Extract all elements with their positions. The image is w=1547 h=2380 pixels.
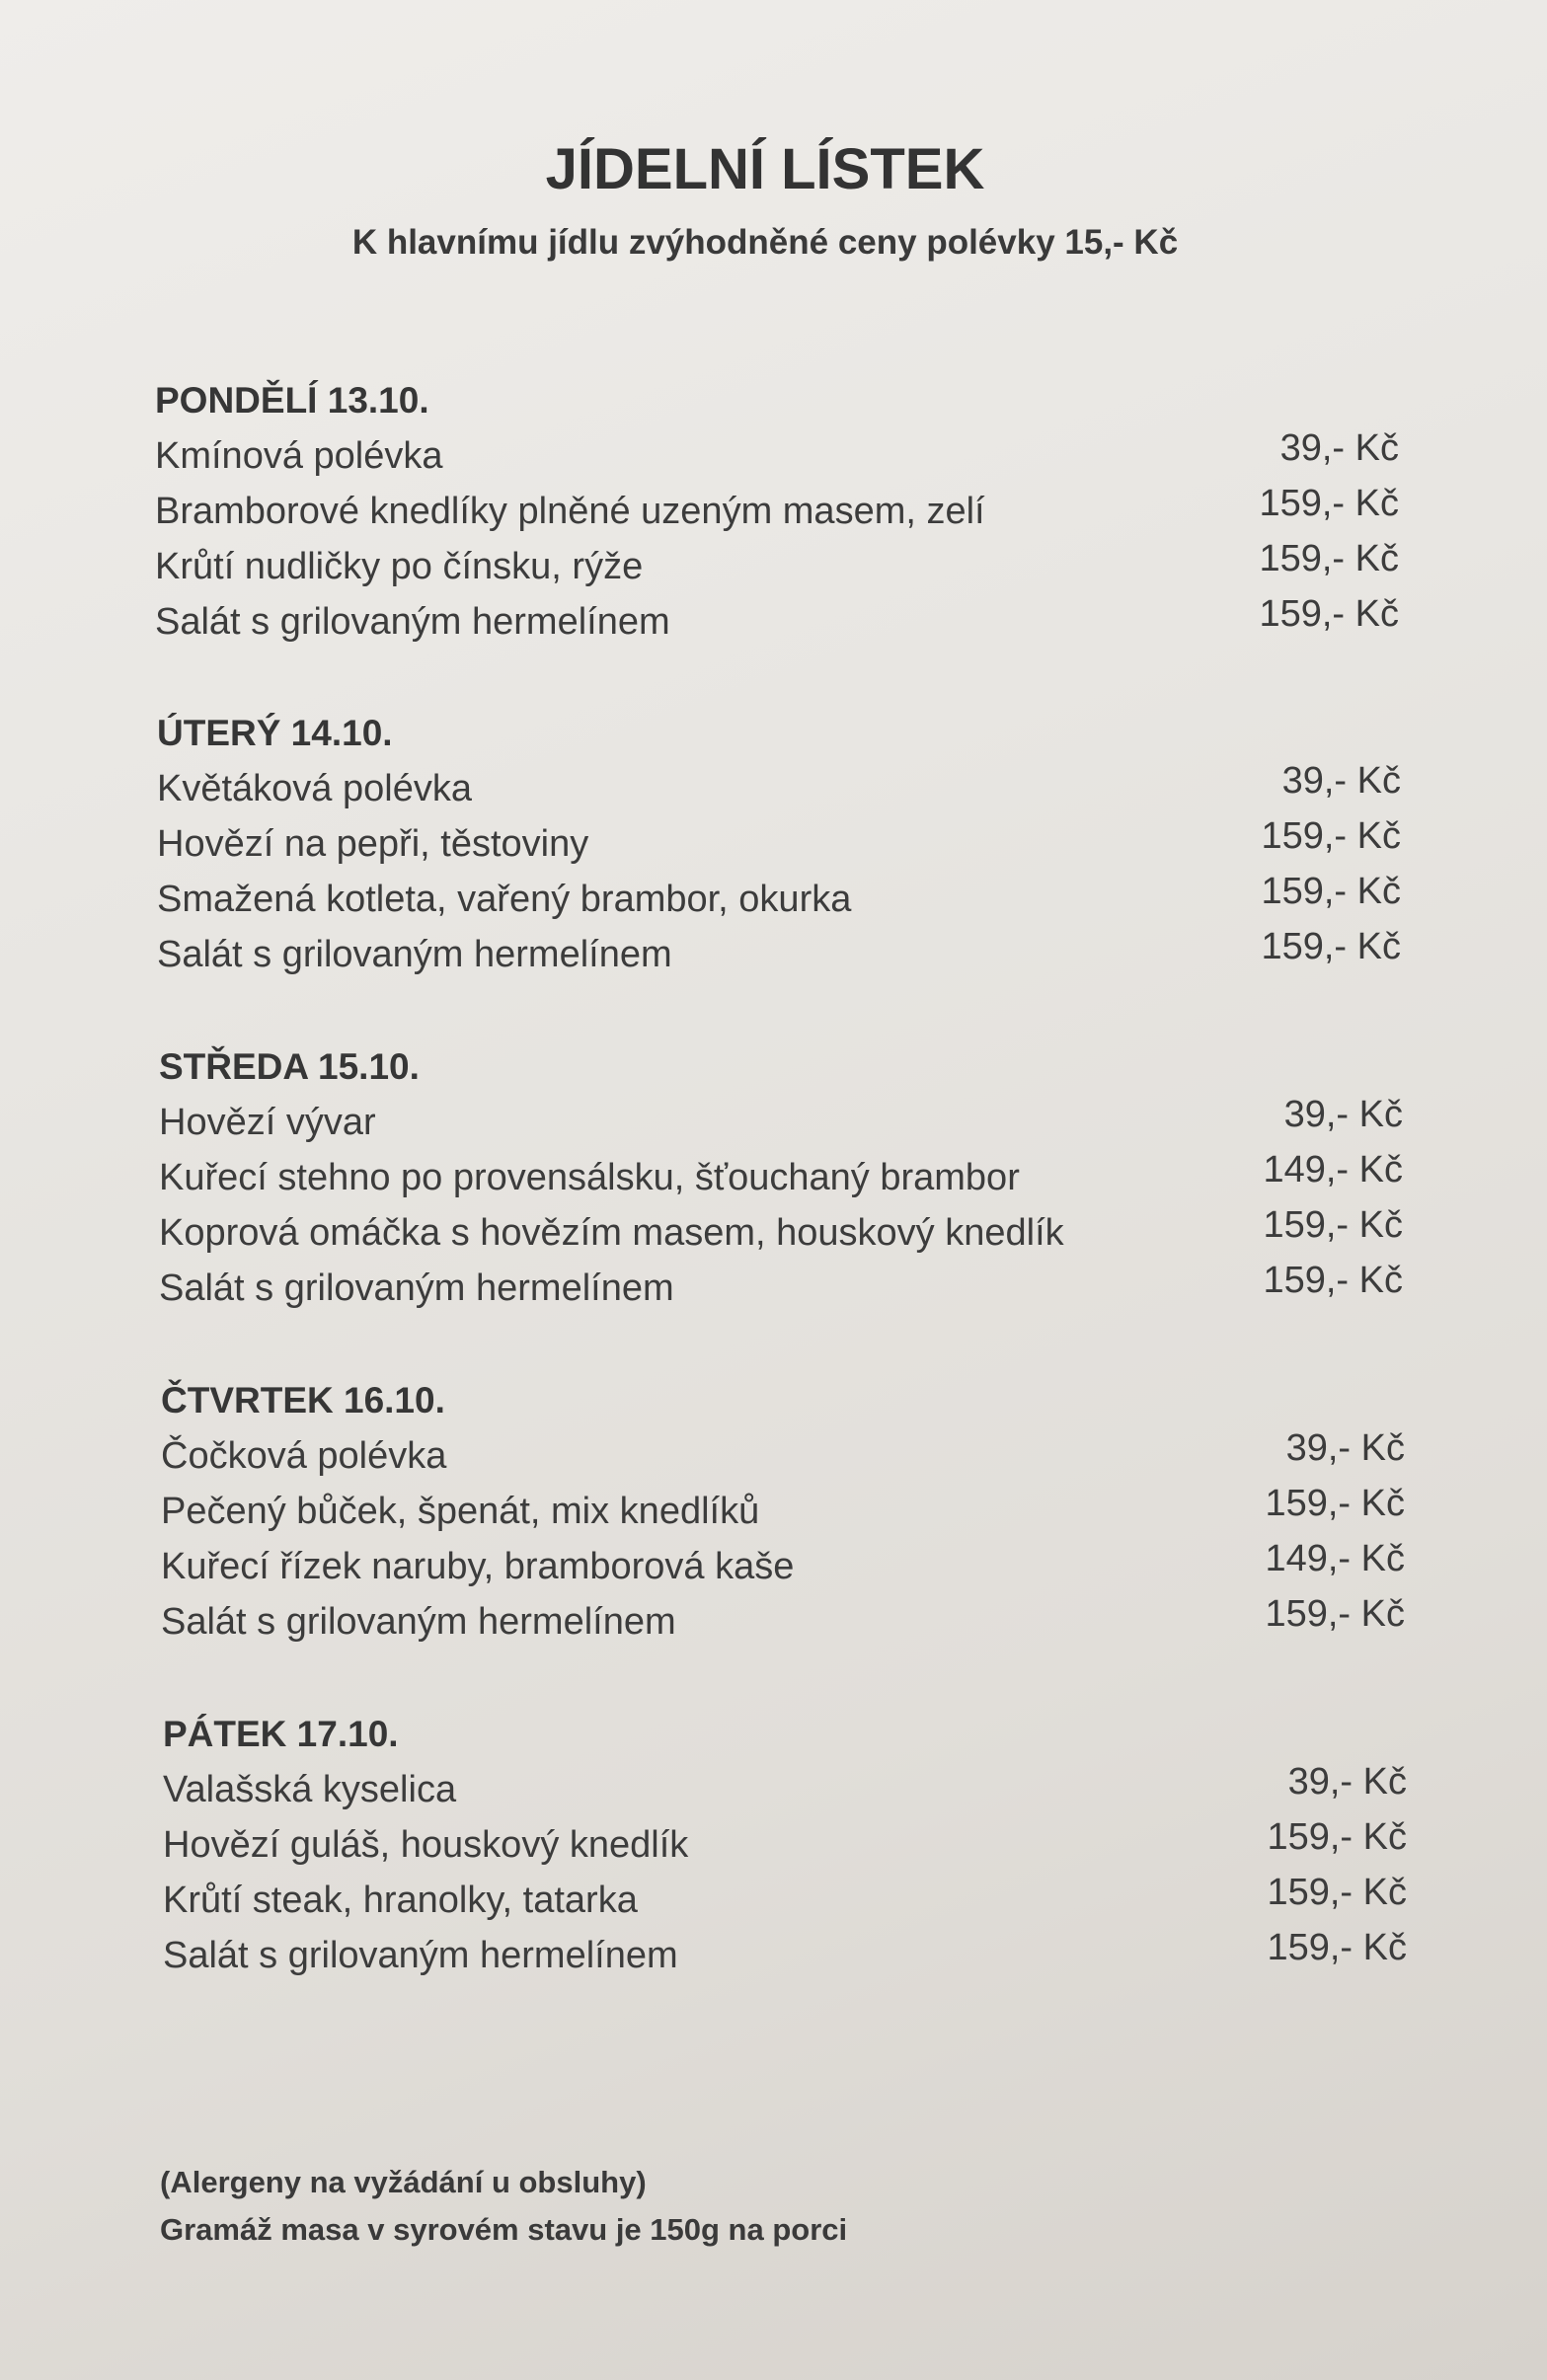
day-section-monday [155, 373, 1399, 650]
menu-item-price: 39,- Kč [1285, 1427, 1405, 1469]
menu-item [163, 1762, 1407, 1817]
menu-item-name: Krůtí nudličky po čínsku, rýže [155, 546, 644, 587]
menu-item-name: Koprová omáčka s hovězím masem, houskový knedlík [159, 1212, 1064, 1254]
menu-item-price: 159,- Kč [1259, 538, 1399, 579]
day-heading: PONDĚLÍ 13.10. [155, 380, 429, 421]
day-heading: STŘEDA 15.10. [159, 1046, 420, 1087]
day-section-wednesday [159, 1039, 1403, 1316]
day-heading: PÁTEK 17.10. [163, 1714, 399, 1754]
menu-item-name: Valašská kyselica [163, 1769, 457, 1810]
menu-item-price: 39,- Kč [1287, 1761, 1407, 1803]
menu-item-price: 159,- Kč [1263, 1204, 1403, 1246]
menu-item-name: Salát s grilovaným hermelínem [161, 1601, 676, 1643]
menu-item [159, 1095, 1403, 1150]
menu-item-name: Hovězí vývar [159, 1102, 376, 1143]
day-section-thursday [161, 1373, 1405, 1650]
menu-item-name: Salát s grilovaným hermelínem [157, 934, 672, 975]
menu-item [163, 1873, 1407, 1928]
menu-item [157, 872, 1401, 927]
menu-item-name: Květáková polévka [157, 768, 472, 809]
menu-item [155, 594, 1399, 650]
menu-item-name: Hovězí guláš, houskový knedlík [163, 1824, 689, 1866]
menu-item [155, 539, 1399, 594]
menu-item [155, 484, 1399, 539]
menu-item-price: 39,- Kč [1279, 427, 1399, 469]
menu-item-price: 159,- Kč [1265, 1483, 1405, 1524]
menu-item [161, 1594, 1405, 1650]
meat-weight-note: Gramáž masa v syrovém stavu je 150g na porci [160, 2212, 848, 2247]
menu-item-price: 159,- Kč [1261, 926, 1401, 967]
menu-item-price: 149,- Kč [1263, 1149, 1403, 1190]
menu-item-name: Kmínová polévka [155, 435, 443, 477]
menu-item-name: Kuřecí stehno po provensálsku, šťouchaný brambor [159, 1157, 1020, 1198]
menu-item-price: 39,- Kč [1281, 760, 1401, 802]
menu-item [161, 1539, 1405, 1594]
allergens-note: (Alergeny na vyžádání u obsluhy) [160, 2165, 647, 2199]
menu-item-price: 39,- Kč [1283, 1094, 1403, 1135]
menu-item-name: Hovězí na pepři, těstoviny [157, 823, 589, 865]
menu-item [157, 761, 1401, 816]
menu-item-name: Kuřecí řízek naruby, bramborová kaše [161, 1546, 795, 1587]
menu-subtitle: K hlavnímu jídlu zvýhodněné ceny polévky 15,- Kč [351, 223, 1179, 262]
menu-item-price: 159,- Kč [1265, 1593, 1405, 1635]
menu-item-price: 159,- Kč [1259, 483, 1399, 524]
menu-item-name: Čočková polévka [161, 1435, 447, 1477]
day-section-tuesday [157, 706, 1401, 982]
day-section-friday [163, 1707, 1407, 1983]
menu-item-name: Krůtí steak, hranolky, tatarka [163, 1880, 638, 1921]
menu-title: JÍDELNÍ LÍSTEK [545, 137, 985, 201]
menu-item-price: 159,- Kč [1267, 1927, 1407, 1968]
menu-item-price: 159,- Kč [1259, 593, 1399, 635]
menu-item-name: Salát s grilovaným hermelínem [159, 1267, 674, 1309]
menu-item-price: 149,- Kč [1265, 1538, 1405, 1579]
menu-item [163, 1817, 1407, 1873]
menu-item [157, 816, 1401, 872]
menu-item-name: Pečený bůček, špenát, mix knedlíků [161, 1491, 760, 1532]
day-heading: ČTVRTEK 16.10. [161, 1380, 445, 1420]
menu-item-price: 159,- Kč [1267, 1816, 1407, 1858]
menu-item [161, 1484, 1405, 1539]
menu-item-name: Smažená kotleta, vařený brambor, okurka [157, 879, 852, 920]
menu-item [159, 1261, 1403, 1316]
menu-item-price: 159,- Kč [1267, 1872, 1407, 1913]
menu-item-price: 159,- Kč [1261, 815, 1401, 857]
menu-footer [160, 2159, 847, 2254]
menu-item [159, 1205, 1403, 1261]
menu-item-name: Salát s grilovaným hermelínem [155, 601, 670, 643]
menu-item-price: 159,- Kč [1263, 1260, 1403, 1301]
menu-item [163, 1928, 1407, 1983]
menu-item [159, 1150, 1403, 1205]
menu-item [161, 1428, 1405, 1484]
day-heading: ÚTERÝ 14.10. [157, 713, 393, 753]
menu-item [157, 927, 1401, 982]
menu-item-name: Bramborové knedlíky plněné uzeným masem, zelí [155, 491, 985, 532]
menu-item-name: Salát s grilovaným hermelínem [163, 1935, 678, 1976]
menu-item [155, 428, 1399, 484]
menu-item-price: 159,- Kč [1261, 871, 1401, 912]
